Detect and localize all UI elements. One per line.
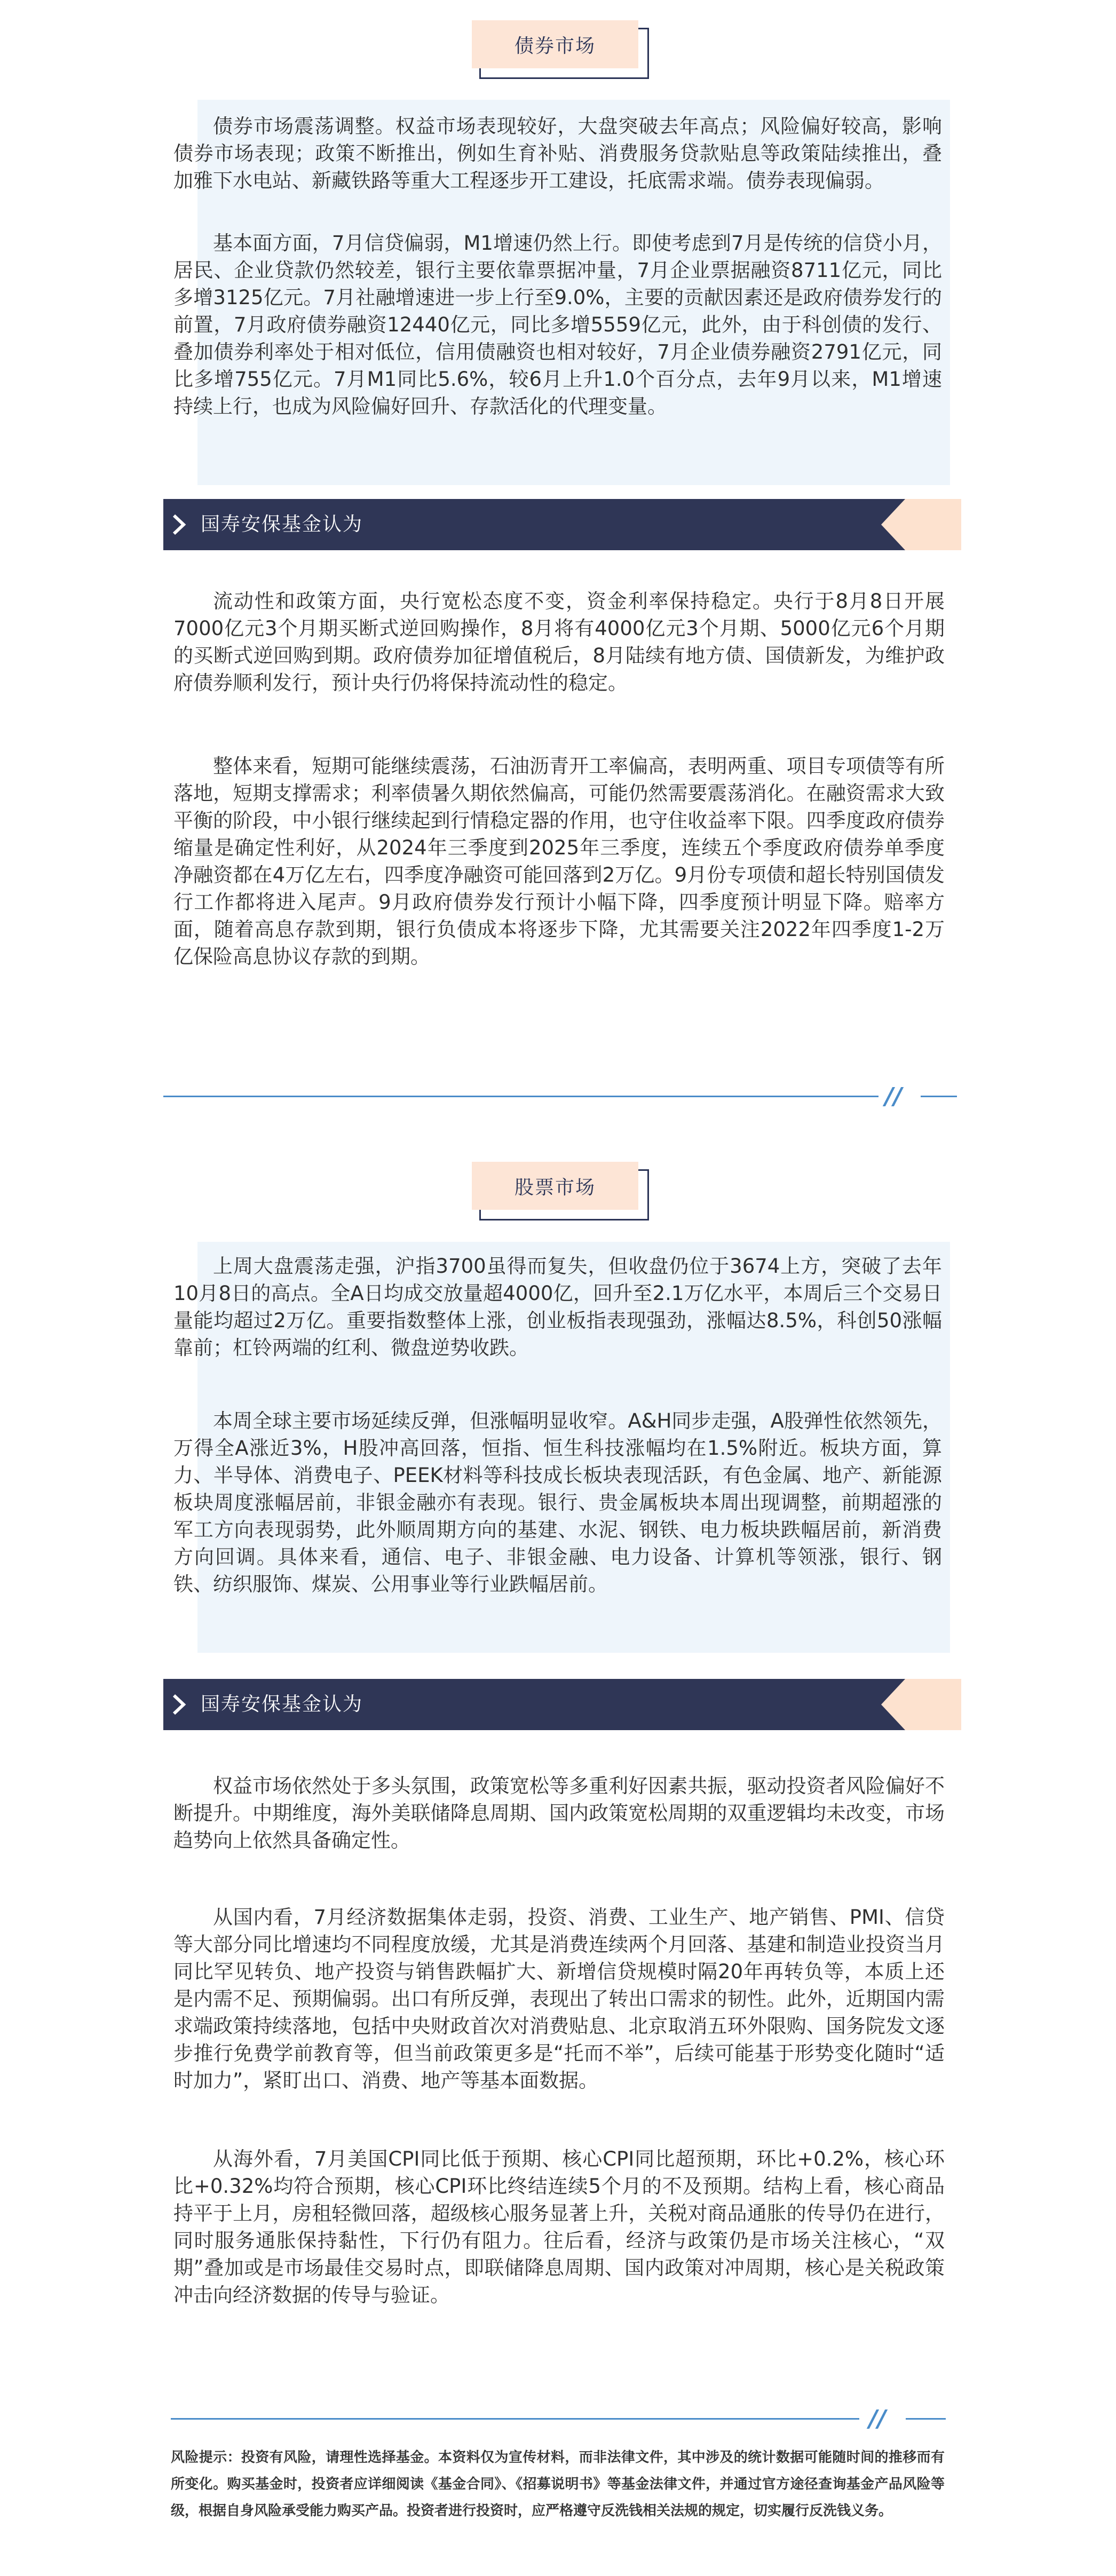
divider-slash-mark: // xyxy=(869,2405,887,2432)
banner-accent xyxy=(881,1679,961,1730)
stock-paragraph-1: 上周大盘震荡走强，沪指3700虽得而复失，但收盘仍位于3674上方，突破了去年10月8日的高点。全A日均成交放量超4000亿，回升至2.1万亿水平，本周后三个交易日量能均超过2万亿。重要指数整体上涨，创业板指表现强劲，涨幅达8.5%，科创50涨幅靠前；杠铃两端的红利、微盘逆势收跌。 xyxy=(173,1255,942,1359)
bond-section-tag: 债券市场 xyxy=(472,20,638,68)
bond-paragraph-2: 基本面方面，7月信贷偏弱，M1增速仍然上行。即使考虑到7月是传统的信贷小月，居民、企业贷款仍然较差，银行主要依靠票据冲量，7月企业票据融资8711亿元，同比多增3125亿元。7月社融增速进一步上行至9.0%，主要的贡献因素还是政府债券发行的前置，7月政府债券融资12440亿元，同比多增5559亿元，此外，由于科创债的发行、叠加债券利率处于相对低位，信用债融资也相对较好，7月企业债券融资2791亿元，同比多增755亿元。7月M1同比5.6%，较6月上升1.0个百分点，去年9月以来，M1增速持续上行，也成为风险偏好回升、存款活化的代理变量。 xyxy=(173,232,942,418)
stock-section-tag: 股票市场 xyxy=(472,1162,638,1210)
bond-paragraph-1: 债券市场震荡调整。权益市场表现较好，大盘突破去年高点；风险偏好较高，影响债券市场表现；政策不断推出，例如生育补贴、消费服务贷款贴息等政策陆续推出，叠加雅下水电站、新藏铁路等重大工程逐步开工建设，托底需求端。债券表现偏弱。 xyxy=(173,115,942,192)
banner-accent xyxy=(881,499,961,550)
stock-view-banner xyxy=(163,1679,961,1730)
risk-notice: 风险提示：投资有风险，请理性选择基金。本资料仅为宣传材料，而非法律文件，其中涉及的统计数据可能随时间的推移而有所变化。购买基金时，投资者应详细阅读《基金合同》、《招募说明书》等基金法律文件，并通过官方途径查询基金产品风险等级，根据自身风险承受能力购买产品。投资者进行投资时，应严格遵守反洗钱相关法规的规定，切实履行反洗钱义务。 xyxy=(171,2450,945,2519)
chevron-right-icon xyxy=(171,1693,187,1716)
footer-divider-line xyxy=(171,2418,859,2420)
bond-view-banner-label: 国寿安保基金认为 xyxy=(201,513,363,535)
bond-view-paragraph-2: 整体来看，短期可能继续震荡，石油沥青开工率偏高，表明两重、项目专项债等有所落地，短期支撑需求；利率债暑久期依然偏高，可能仍然需要震荡消化。在融资需求大致平衡的阶段，中小银行继续起到行情稳定器的作用，也守住收益率下限。四季度政府债券缩量是确定性利好，从2024年三季度到2025年三季度，连续五个季度政府债券单季度净融资都在4万亿左右，四季度净融资可能回落到2万亿。9月份专项债和超长特别国债发行工作都将进入尾声。9月政府债券发行预计小幅下降，四季度预计明显下降。赔率方面，随着高息存款到期，银行负债成本将逐步下降，尤其需要关注2022年四季度1-2万亿保险高息协议存款的到期。 xyxy=(173,755,945,968)
section-divider-line xyxy=(163,1096,878,1097)
bond-view-banner xyxy=(163,499,961,550)
divider-slash-mark: // xyxy=(885,1083,903,1110)
stock-view-banner-label: 国寿安保基金认为 xyxy=(201,1693,363,1715)
chevron-right-icon xyxy=(171,513,187,536)
stock-view-paragraph-1: 权益市场依然处于多头氛围，政策宽松等多重利好因素共振，驱动投资者风险偏好不断提升。中期维度，海外美联储降息周期、国内政策宽松周期的双重逻辑均未改变，市场趋势向上依然具备确定性。 xyxy=(173,1774,945,1852)
stock-view-paragraph-3: 从海外看，7月美国CPI同比低于预期、核心CPI同比超预期，环比+0.2%，核心环比+0.32%均符合预期，核心CPI环比终结连续5个月的不及预期。结构上看，核心商品持平于上月，房租轻微回落，超级核心服务显著上升，关税对商品通胀的传导仍在进行，同时服务通胀保持黏性，下行仍有阻力。往后看，经济与政策仍是市场关注核心，“双期”叠加或是市场最佳交易时点，即联储降息周期、国内政策对冲周期，核心是关税政策冲击向经济数据的传导与验证。 xyxy=(173,2147,945,2306)
stock-paragraph-2: 本周全球主要市场延续反弹，但涨幅明显收窄。A&H同步走强，A股弹性依然领先，万得全A涨近3%，H股冲高回落，恒指、恒生科技涨幅均在1.5%附近。板块方面，算力、半导体、消费电子、PEEK材料等科技成长板块表现活跃，有色金属、地产、新能源板块周度涨幅居前，非银金融亦有表现。银行、贵金属板块本周出现调整，前期超涨的军工方向表现弱势，此外顺周期方向的基建、水泥、钢铁、电力板块跌幅居前，新消费方向回调。具体来看，通信、电子、非银金融、电力设备、计算机等领涨，银行、钢铁、纺织服饰、煤炭、公用事业等行业跌幅居前。 xyxy=(173,1409,942,1596)
stock-view-paragraph-2: 从国内看，7月经济数据集体走弱，投资、消费、工业生产、地产销售、PMI、信贷等大部分同比增速均不同程度放缓，尤其是消费连续两个月回落、基建和制造业投资当月同比罕见转负、地产投资与销售跌幅扩大、新增信贷规模时隔20年再转负等，本质上还是内需不足、预期偏弱。出口有所反弹，表现出了转出口需求的韧性。此外，近期国内需求端政策持续落地，包括中央财政首次对消费贴息、北京取消五环外限购、国务院发文逐步推行免费学前教育等，但当前政策更多是“托而不举”，后续可能基于形势变化随时“适时加力”，紧盯出口、消费、地产等基本面数据。 xyxy=(173,1906,945,2092)
footer-divider-line-end xyxy=(906,2418,946,2420)
bond-view-paragraph-1: 流动性和政策方面，央行宽松态度不变，资金利率保持稳定。央行于8月8日开展7000亿元3个月期买断式逆回购操作，8月将有4000亿元3个月期、5000亿元6个月期的买断式逆回购到期。政府债券加征增值税后，8月陆续有地方债、国债新发，为维护政府债券顺利发行，预计央行仍将保持流动性的稳定。 xyxy=(173,590,945,694)
section-divider-line-end xyxy=(921,1096,957,1097)
